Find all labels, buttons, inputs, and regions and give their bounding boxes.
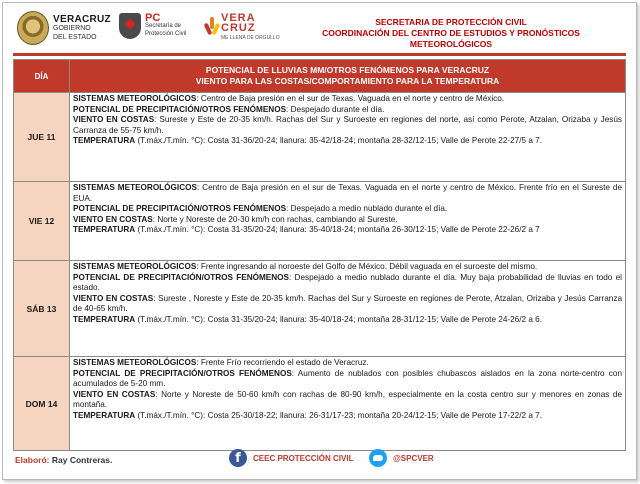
twitter-label: @SPCVER bbox=[393, 453, 434, 463]
table-title-line1: POTENCIAL DE LLUVIAS MM/OTROS FENÓMENOS PARA VERACRUZ bbox=[205, 65, 490, 75]
header-divider bbox=[13, 53, 626, 56]
value-potencial: : Despejado a medio nublado durante el día. bbox=[286, 204, 448, 214]
row-day: VIE 12 bbox=[14, 182, 70, 261]
footer bbox=[3, 443, 636, 473]
veracruz-flame-icon bbox=[206, 15, 218, 41]
facebook-link[interactable] bbox=[229, 449, 353, 467]
col-title-header bbox=[70, 60, 626, 93]
pc-shield-icon bbox=[119, 13, 141, 39]
logo-veracruz bbox=[17, 11, 111, 45]
logo-veracruz-title: VERACRUZ bbox=[53, 13, 111, 25]
label-viento: VIENTO EN COSTAS bbox=[73, 389, 156, 399]
value-potencial: : Despejado durante el día. bbox=[286, 104, 385, 114]
table-row bbox=[14, 357, 626, 451]
forecast-table bbox=[13, 59, 626, 451]
label-viento: VIENTO EN COSTAS bbox=[73, 115, 155, 125]
value-potencial: : Aumento de nublados con posibles chubascos aislados en la zona norte-centro con acumulados de 5-20 mm. bbox=[73, 368, 623, 389]
label-viento: VIENTO EN COSTAS bbox=[73, 293, 154, 303]
label-temperatura: TEMPERATURA bbox=[73, 410, 136, 420]
value-sistemas: : Centro de Baja presión en el sur de Texas. Vaguada en el norte y centro de México. bbox=[196, 94, 505, 103]
label-sistemas: SISTEMAS METEOROLÓGICOS bbox=[73, 262, 197, 271]
row-forecast bbox=[70, 357, 626, 451]
row-day: DOM 14 bbox=[14, 357, 70, 451]
table-row bbox=[14, 261, 626, 357]
twitter-icon bbox=[369, 449, 387, 467]
table-header-row bbox=[14, 60, 626, 93]
row-forecast bbox=[70, 182, 626, 261]
logo-vc-sub: ME LLENA DE ORGULLO bbox=[221, 35, 280, 41]
header bbox=[3, 3, 636, 51]
label-potencial: POTENCIAL DE PRECIPITACIÓN/OTROS FENÓMENOS bbox=[73, 204, 287, 214]
row-forecast bbox=[70, 261, 626, 357]
elaboro-name: Ray Contreras. bbox=[51, 455, 113, 465]
col-day-header: DÍA bbox=[14, 60, 70, 93]
label-sistemas: SISTEMAS METEOROLÓGICOS bbox=[73, 358, 197, 367]
value-temperatura: (T.máx./T.mín. °C): Costa 31-35/20-24; llanura: 35-40/18-24; montaña 26-30/12-15; Valle de Perote 22-26/2 a 7 bbox=[135, 225, 540, 235]
logo-vc-line2: CRUZ bbox=[221, 22, 256, 34]
elaboro bbox=[15, 455, 112, 465]
label-potencial: POTENCIAL DE PRECIPITACIÓN/OTROS FENÓMENOS bbox=[73, 272, 290, 282]
row-forecast bbox=[70, 93, 626, 182]
label-sistemas: SISTEMAS METEOROLÓGICOS bbox=[73, 183, 197, 192]
facebook-icon: f bbox=[229, 449, 247, 467]
row-day: SÁB 13 bbox=[14, 261, 70, 357]
label-sistemas: SISTEMAS METEOROLÓGICOS bbox=[73, 94, 197, 103]
logo-veracruz-line2: GOBIERNO bbox=[53, 24, 91, 32]
facebook-label: CEEC PROTECCIÓN CIVIL bbox=[253, 453, 354, 463]
label-temperatura: TEMPERATURA bbox=[73, 136, 136, 146]
twitter-link[interactable] bbox=[369, 449, 434, 467]
logo-pc-line2: Secretaría de bbox=[145, 23, 182, 29]
row-day: JUE 11 bbox=[14, 93, 70, 182]
bulletin-frame bbox=[2, 2, 637, 480]
logo-veracruz-line3: DEL ESTADO bbox=[53, 33, 97, 41]
elaboro-label: Elaboró: bbox=[15, 455, 50, 465]
value-sistemas: : Frente Frío recorriendo el estado de Veracruz. bbox=[196, 358, 369, 367]
value-temperatura: (T.máx./T.mín. °C): Costa 25-30/18-22; llanura: 26-31/17-23; montaña 20-24/12-15; Valle de Perote 17-22/2 a 7. bbox=[135, 410, 542, 420]
logo-pc-line3: Protección Civil bbox=[145, 31, 187, 37]
value-sistemas: : Frente ingresando al noroeste del Golfo de México. Débil vaguada en el suroeste del mismo. bbox=[196, 262, 538, 271]
value-temperatura: (T.máx./T.mín. °C): Costa 31-35/20-24; llanura: 35-40/18-24; montaña 28-31/12-15; Valle de Perote 24-26/2 a 6. bbox=[135, 314, 542, 324]
table-title-line2: VIENTO PARA LAS COSTAS/COMPORTAMIENTO PARA LA TEMPERATURA bbox=[195, 76, 500, 86]
label-temperatura: TEMPERATURA bbox=[73, 225, 136, 235]
logo-proteccion-civil bbox=[119, 13, 186, 39]
logo-pc-title: PC bbox=[145, 12, 161, 24]
header-title-line2: COORDINACIÓN DEL CENTRO DE ESTUDIOS Y PRONÓSTICOS METEOROLÓGICOS bbox=[322, 28, 580, 49]
header-titles bbox=[286, 17, 616, 50]
label-potencial: POTENCIAL DE PRECIPITACIÓN/OTROS FENÓMENOS bbox=[73, 368, 292, 378]
logo-veracruz-orgullo bbox=[206, 13, 280, 43]
label-viento: VIENTO EN COSTAS bbox=[73, 214, 153, 224]
table-row bbox=[14, 182, 626, 261]
value-potencial: : Despejado a medio nublado durante el día. Muy baja probabilidad de lluvias en todo el estado. bbox=[73, 272, 622, 293]
table-row bbox=[14, 93, 626, 182]
value-viento: : Sureste , Noreste y Este de 20-35 km/h. Rachas del Sur y Suroeste en regiones de Perote, Atzalan, Orizaba y Jesús Carranza de 40-65 km/h. bbox=[73, 293, 622, 314]
value-temperatura: (T.máx./T.mín. °C): Costa 31-36/20-24; llanura: 35-42/18-24; montaña 28-32/12-15; Valle de Perote 22-27/5 a 7. bbox=[135, 136, 542, 146]
logo-vc-line1: VERA bbox=[221, 12, 256, 24]
veracruz-seal-icon bbox=[17, 11, 49, 45]
value-viento: : Sureste y Este de 20-35 km/h. Rachas del Sur y Suroeste en regiones del norte, así como Perote, Atzalan, Orizaba y Jesús Carranza de 55-75 km/h. bbox=[73, 115, 622, 135]
header-title-line1: SECRETARIA DE PROTECCIÓN CIVIL bbox=[375, 17, 527, 27]
label-temperatura: TEMPERATURA bbox=[73, 314, 136, 324]
value-viento: : Norte y Noreste de 50-60 km/h con rachas de 80-90 km/h, especialmente en la costa centro sur y menores en zonas de montaña. bbox=[73, 389, 623, 410]
value-viento: : Norte y Noreste de 20-30 km/h con rachas, cambiando al Sureste. bbox=[152, 214, 398, 224]
value-sistemas: : Centro de Baja presión en el sur de Texas. Vaguada en el norte y centro de México. Frente frío en el Sureste de EUA. bbox=[73, 183, 623, 203]
label-potencial: POTENCIAL DE PRECIPITACIÓN/OTROS FENÓMENOS bbox=[73, 104, 287, 114]
